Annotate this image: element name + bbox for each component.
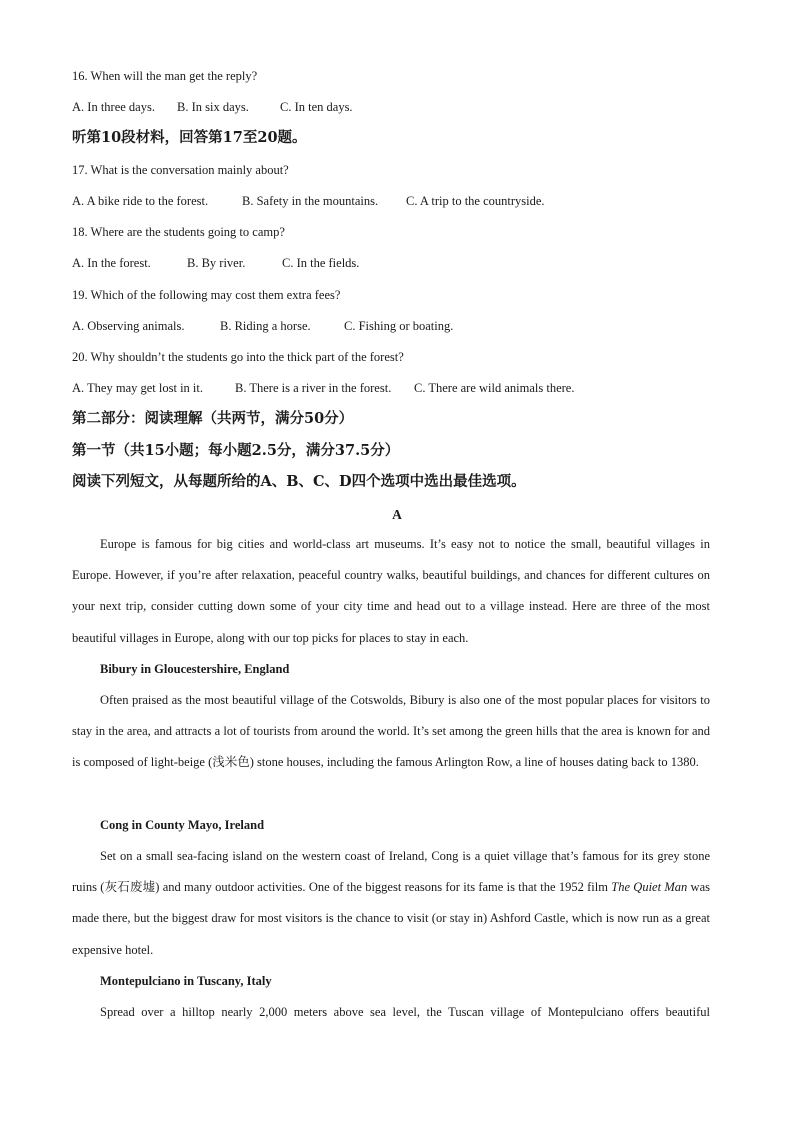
- option-b: B. In six days.: [177, 100, 249, 114]
- option-c: C. In the fields.: [282, 256, 360, 270]
- village-3-title: Montepulciano in Tuscany, Italy: [100, 974, 272, 988]
- village-2-text-end: was made there, but the biggest draw for most visitors is the chance to visit (or stay in) Ashford Castle, which is now run as a great expensive hotel.: [72, 880, 710, 957]
- question-16-options: [72, 99, 353, 115]
- question-18-options: [72, 255, 359, 271]
- option-c: C. There are wild animals there.: [414, 381, 575, 395]
- option-b: B. By river.: [187, 256, 246, 270]
- option-c: C. In ten days.: [280, 100, 353, 114]
- option-c: C. Fishing or boating.: [344, 319, 454, 333]
- section-one-heading: 第一节（共15小题；每小题2.5分，满分37.5分）: [72, 442, 400, 459]
- village-1-title: Bibury in Gloucestershire, England: [100, 662, 290, 676]
- village-2-text-start: Set on a small sea-facing island on the western coast of Ireland, Cong is a quiet village that’s famous for its grey stone ruins (灰石废墟) and many outdoor activities. One of the biggest reasons for its fame is that the 1952 film: [72, 849, 710, 895]
- question-16: 16. When will the man get the reply?: [72, 69, 258, 83]
- option-b: B. Riding a horse.: [220, 319, 311, 333]
- listening-section-heading: 听第10段材料，回答第17至20题。: [72, 129, 307, 146]
- passage-intro: Europe is famous for big cities and world-class art museums. It’s easy not to notice the small, beautiful villages in Europe. However, if you’re after relaxation, peaceful country walks, beautiful buildings, and chances for different cultures on your next trip, consider cutting down some of your city time and head out to a village instead. Here are three of the most beautiful villages in Europe, along with our top picks for places to stay in each.: [72, 537, 710, 645]
- question-17-options: [72, 193, 545, 209]
- option-b: B. There is a river in the forest.: [235, 381, 392, 395]
- option-c: C. A trip to the countryside.: [406, 194, 545, 208]
- passage-title: A: [392, 507, 402, 522]
- option-a: A. Observing animals.: [72, 319, 185, 333]
- village-3-text: Spread over a hilltop nearly 2,000 meters above sea level, the Tuscan village of Montepulciano offers beautiful: [100, 1005, 710, 1019]
- film-title: The Quiet Man: [611, 880, 688, 895]
- village-1-text: Often praised as the most beautiful village of the Cotswolds, Bibury is also one of the most popular places for visitors to stay in the area, and attracts a lot of tourists from around the world. It’s set among the green hills that the area is known for and is composed of light-beige (浅米色) stone houses, including the famous Arlington Row, a line of houses dating back to 1380.: [72, 693, 710, 770]
- village-2-title: Cong in County Mayo, Ireland: [100, 818, 265, 832]
- option-b: B. Safety in the mountains.: [242, 194, 379, 208]
- option-a: A. They may get lost in it.: [72, 381, 204, 395]
- question-18: 18. Where are the students going to camp?: [72, 225, 285, 239]
- option-a: A. A bike ride to the forest.: [72, 194, 209, 208]
- reading-instruction: 阅读下列短文，从每题所给的A、B、C、D四个选项中选出最佳选项。: [72, 473, 526, 490]
- question-20: 20. Why shouldn’t the students go into the thick part of the forest?: [72, 350, 404, 364]
- question-19: 19. Which of the following may cost them extra fees?: [72, 288, 341, 302]
- question-17: 17. What is the conversation mainly about?: [72, 163, 289, 177]
- village-2-text: [72, 841, 710, 966]
- option-a: A. In the forest.: [72, 256, 151, 270]
- question-19-options: [72, 318, 453, 334]
- question-20-options: [72, 380, 574, 396]
- part-two-heading: 第二部分：阅读理解（共两节，满分50分）: [72, 410, 354, 427]
- option-a: A. In three days.: [72, 100, 155, 114]
